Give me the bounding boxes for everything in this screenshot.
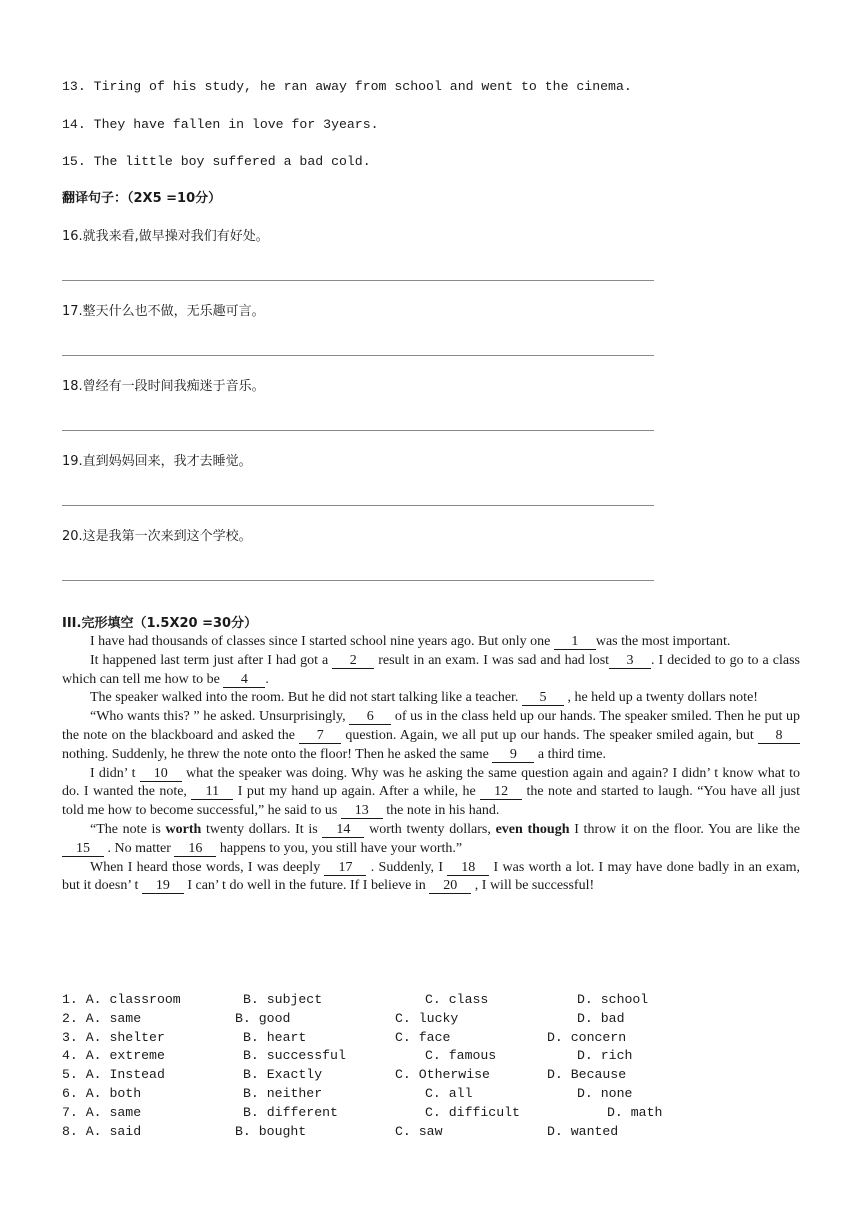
blank-17[interactable]: 17	[324, 860, 366, 876]
sentence-14: 14. They have fallen in love for 3years.	[62, 117, 379, 132]
bold-even-though: even though	[495, 821, 570, 837]
cloze-paragraph-6: “The note is worth twenty dollars. It is 14 worth twenty dollars, even though I throw it on the floor. You are like the15 . No matter 16 happens to you, you still have your worth.”	[62, 821, 800, 859]
option-8c[interactable]: C. saw	[395, 1124, 443, 1139]
sentence-15: 15. The little boy suffered a bad cold.	[62, 154, 371, 169]
blank-6[interactable]: 6	[349, 709, 391, 725]
option-2b[interactable]: B. good	[235, 1011, 291, 1026]
option-6c[interactable]: C. all	[425, 1086, 473, 1101]
answer-line-16[interactable]	[62, 280, 654, 281]
option-2d[interactable]: D. bad	[577, 1011, 625, 1026]
option-1d[interactable]: D. school	[577, 992, 649, 1007]
blank-10[interactable]: 10	[140, 766, 182, 782]
blank-11[interactable]: 11	[191, 784, 233, 800]
option-3d[interactable]: D. concern	[547, 1030, 627, 1045]
blank-13[interactable]: 13	[341, 803, 383, 819]
option-6b[interactable]: B. neither	[243, 1086, 323, 1101]
blank-16[interactable]: 16	[174, 841, 216, 857]
blank-12[interactable]: 12	[480, 784, 522, 800]
answer-line-18[interactable]	[62, 430, 654, 431]
cloze-heading: III.完形填空（1.5X20 =30分）	[62, 616, 258, 631]
blank-1[interactable]: 1	[554, 634, 596, 650]
option-5c[interactable]: C. Otherwise	[395, 1067, 490, 1082]
option-4d[interactable]: D. rich	[577, 1048, 633, 1063]
blank-5[interactable]: 5	[522, 690, 564, 706]
blank-18[interactable]: 18	[447, 860, 489, 876]
translation-heading: 翻译句子：（2X5 =10分）	[62, 191, 222, 206]
translation-18: 18.曾经有一段时间我痴迷于音乐。	[62, 379, 265, 394]
option-6a[interactable]: 6. A. both	[62, 1086, 142, 1101]
option-1b[interactable]: B. subject	[243, 992, 323, 1007]
option-2c[interactable]: C. lucky	[395, 1011, 459, 1026]
cloze-paragraph-3: The speaker walked into the room. But he did not start talking like a teacher. 5 , he held up a twenty dollars note!	[90, 690, 758, 706]
blank-2[interactable]: 2	[332, 653, 374, 669]
option-8b[interactable]: B. bought	[235, 1124, 307, 1139]
answer-line-20[interactable]	[62, 580, 654, 581]
answer-line-19[interactable]	[62, 505, 654, 506]
option-3a[interactable]: 3. A. shelter	[62, 1030, 165, 1045]
blank-7[interactable]: 7	[299, 728, 341, 744]
cloze-paragraph-2: It happened last term just after I had got a 2 result in an exam. I was sad and had lost 3 . I decided to go to a class which can tell me how to be 4 .	[62, 652, 800, 687]
answer-line-17[interactable]	[62, 355, 654, 356]
blank-20[interactable]: 20	[429, 878, 471, 894]
translation-16: 16.就我来看,做早操对我们有好处。	[62, 229, 269, 244]
blank-15[interactable]: 15	[62, 841, 104, 857]
option-7b[interactable]: B. different	[243, 1105, 338, 1120]
blank-3[interactable]: 3	[609, 653, 651, 669]
translation-20: 20.这是我第一次来到这个学校。	[62, 529, 252, 544]
blank-4[interactable]: 4	[223, 672, 265, 688]
option-1c[interactable]: C. class	[425, 992, 489, 1007]
option-4b[interactable]: B. successful	[243, 1048, 346, 1063]
blank-19[interactable]: 19	[142, 878, 184, 894]
option-5d[interactable]: D. Because	[547, 1067, 627, 1082]
translation-17: 17.整天什么也不做，无乐趣可言。	[62, 304, 265, 319]
blank-9[interactable]: 9	[492, 747, 534, 763]
blank-8[interactable]: 8	[758, 728, 800, 744]
cloze-paragraph-7: When I heard those words, I was deeply 17 . Suddenly, I 18 I was worth a lot. I may have done badly in an exam, but it doesn’ t 19 I can’ t do well in the future. If I believe in 20 , I will be successful!	[62, 859, 800, 894]
option-1a[interactable]: 1. A. classroom	[62, 992, 181, 1007]
bold-worth: worth	[165, 821, 202, 837]
blank-14[interactable]: 14	[322, 822, 364, 838]
cloze-paragraph-1: I have had thousands of classes since I started school nine years ago. But only one 1 was the most important.	[90, 634, 731, 649]
translation-19: 19.直到妈妈回来，我才去睡觉。	[62, 454, 252, 469]
option-5a[interactable]: 5. A. Instead	[62, 1067, 165, 1082]
option-3c[interactable]: C. face	[395, 1030, 451, 1045]
option-8a[interactable]: 8. A. said	[62, 1124, 142, 1139]
option-4a[interactable]: 4. A. extreme	[62, 1048, 165, 1063]
option-6d[interactable]: D. none	[577, 1086, 633, 1101]
option-7c[interactable]: C. difficult	[425, 1105, 520, 1120]
option-2a[interactable]: 2. A. same	[62, 1011, 142, 1026]
option-5b[interactable]: B. Exactly	[243, 1067, 323, 1082]
option-4c[interactable]: C. famous	[425, 1048, 497, 1063]
option-8d[interactable]: D. wanted	[547, 1124, 619, 1139]
cloze-paragraph-5: I didn’ t 10 what the speaker was doing. Why was he asking the same question again and again? I didn’ t know what to do. I wanted the note, 11 I put my hand up again. After a while, he 12 the note and started to laugh. “You have all just told me how to become successful,” he said to us 13 the note in his hand.	[62, 765, 800, 819]
option-7a[interactable]: 7. A. same	[62, 1105, 142, 1120]
cloze-passage	[62, 633, 800, 896]
sentence-13: 13. Tiring of his study, he ran away from school and went to the cinema.	[62, 79, 632, 94]
cloze-paragraph-4: “Who wants this? ” he asked. Unsurprisingly, 6 of us in the class held up our hands. The speaker smiled. Then he put up the note on the blackboard and asked the 7 question. Again, we all put up our hands. The speaker smiled again, but 8 nothing. Suddenly, he threw the note onto the floor! Then he asked the same 9 a third time.	[62, 709, 800, 762]
option-3b[interactable]: B. heart	[243, 1030, 307, 1045]
option-7d[interactable]: D. math	[607, 1105, 663, 1120]
